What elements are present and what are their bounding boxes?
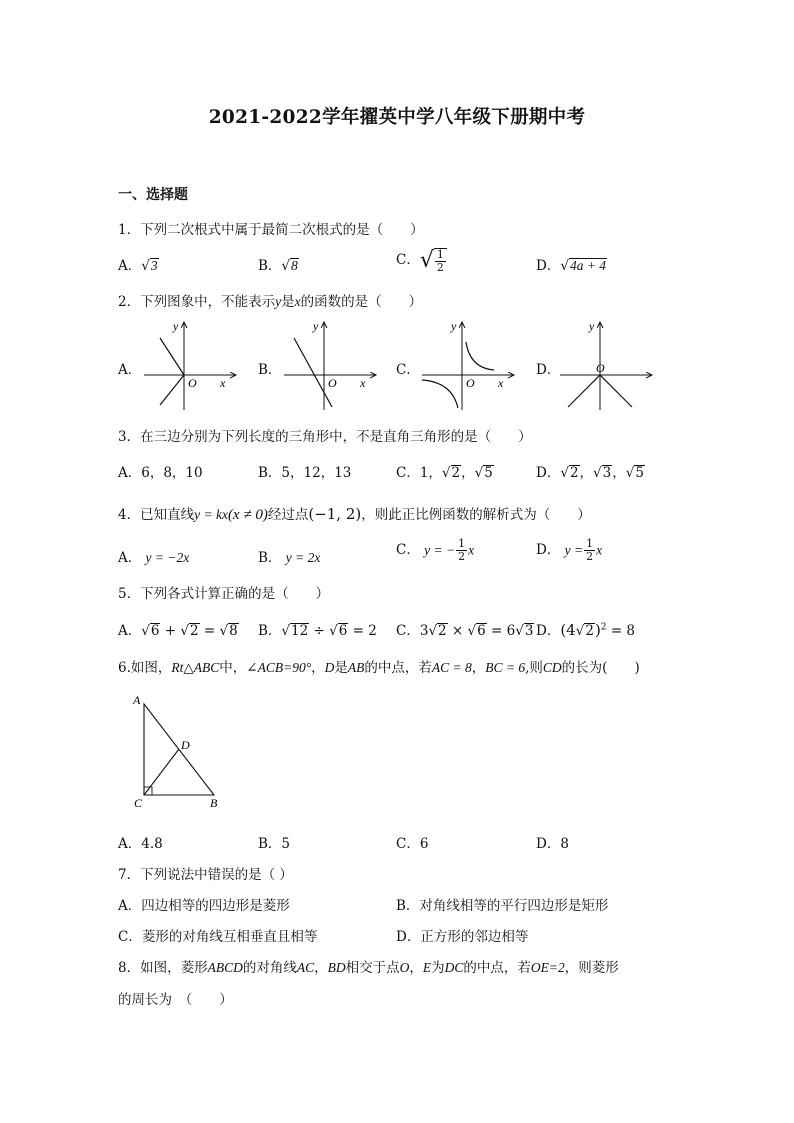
q2-graph-b[interactable] — [280, 316, 380, 412]
q7-option-a[interactable]: A．四边相等的四边形是菱形 — [118, 898, 290, 914]
question-4-stem: 4．已知直线y = kx(x ≠ 0)经过点(−1, 2)，则此正比例函数的解析式为（ ） — [118, 505, 591, 523]
q6-option-b[interactable]: B．5 — [258, 836, 291, 852]
question-1-stem: 1．下列二次根式中属于最简二次根式的是（ ） — [118, 222, 424, 238]
origin-label: O — [466, 376, 475, 390]
x-label: x — [360, 376, 366, 390]
question-7-stem: 7．下列说法中错误的是（ ） — [118, 867, 293, 883]
y-label: y — [313, 319, 319, 333]
origin-label: O — [328, 376, 337, 390]
question-2-stem: 2．下列图象中，不能表示y是x的函数的是（ ） — [118, 294, 423, 310]
q4-option-a[interactable]: A． y = −2x — [118, 550, 190, 566]
q6-triangle-figure — [128, 690, 228, 812]
q5-option-d[interactable]: D．$(4√2)^2 = 8$ — [536, 621, 636, 639]
vertex-c: C — [134, 796, 143, 810]
question-6-stem: 6.如图，Rt△ABC中，∠ACB=90°，D是AB的中点，若AC = 8，BC = 6,则CD的长为( ) — [118, 660, 640, 676]
question-8-stem-line2: 的周长为 （ ） — [118, 992, 233, 1008]
q2-option-c-label[interactable]: C． — [396, 362, 420, 378]
vertex-b: B — [210, 796, 218, 810]
q3-option-c[interactable]: C．1，√2，√5 — [396, 465, 493, 481]
x-label: x — [498, 376, 504, 390]
median-cd — [144, 749, 179, 795]
y-label: y — [589, 319, 595, 333]
q7-option-c[interactable]: C．菱形的对角线互相垂直且相等 — [118, 929, 318, 945]
question-8-stem: 8．如图，菱形ABCD的对角线AC，BD相交于点O，E为DC的中点，若OE=2，则菱形 — [118, 960, 619, 976]
q2-option-b-label[interactable]: B． — [258, 362, 282, 378]
section-heading: 一、选择题 — [118, 187, 188, 203]
function-curve — [294, 338, 332, 407]
question-5-stem: 5．下列各式计算正确的是（ ） — [118, 586, 330, 602]
hyperbola-branch-2 — [422, 380, 458, 408]
q3-option-a[interactable]: A．6，8，10 — [118, 465, 203, 481]
q5-option-a[interactable]: A．√6 + √2 = √8 — [118, 623, 238, 639]
q7-option-d[interactable]: D．正方形的邻边相等 — [396, 929, 529, 945]
q2-graph-c[interactable] — [418, 316, 518, 412]
q4-option-d[interactable]: D． y = $\frac{1}{2}$ x — [536, 537, 603, 563]
q2-graph-a[interactable] — [140, 316, 240, 412]
x-label: x — [220, 376, 226, 390]
q1-option-d[interactable]: D．√4a + 4 — [536, 258, 607, 274]
q1-option-b[interactable]: B．√8 — [258, 258, 298, 274]
q4-option-c[interactable]: C． y = − $\frac{1}{2}$ x — [396, 537, 475, 563]
q5-option-b[interactable]: B．√12 ÷ √6 = 2 — [258, 623, 377, 639]
q4-option-b[interactable]: B． y = 2x — [258, 550, 321, 566]
q2-graph-d[interactable] — [556, 316, 656, 412]
point-d: D — [181, 738, 190, 752]
origin-label: O — [596, 361, 605, 375]
question-3-stem: 3．在三边分别为下列长度的三角形中，不是直角三角形的是（ ） — [118, 429, 532, 445]
q1-option-a[interactable]: A．√3 — [118, 258, 158, 274]
q5-option-c[interactable]: C．3√2 × √6 = 6√3 — [396, 623, 534, 639]
q6-option-c[interactable]: C．6 — [396, 836, 429, 852]
page-title: 2021-2022学年擢英中学八年级下册期中考 — [208, 107, 586, 128]
function-curve — [160, 338, 184, 405]
vertex-a: A — [133, 693, 141, 707]
q1-option-c[interactable]: C．√ $\frac{1}{2}$ — [396, 248, 447, 273]
q2-option-d-label[interactable]: D． — [536, 362, 561, 378]
q7-option-b[interactable]: B．对角线相等的平行四边形是矩形 — [396, 898, 609, 914]
q3-option-d[interactable]: D．√2，√3，√5 — [536, 465, 644, 481]
q3-option-b[interactable]: B．5，12，13 — [258, 465, 352, 481]
hyperbola-branch-1 — [466, 342, 494, 370]
q2-option-a-label[interactable]: A． — [118, 362, 142, 378]
y-label: y — [173, 319, 179, 333]
q6-option-a[interactable]: A．4.8 — [118, 836, 163, 852]
q6-option-d[interactable]: D．8 — [536, 836, 569, 852]
y-label: y — [451, 319, 457, 333]
origin-label: O — [188, 376, 197, 390]
